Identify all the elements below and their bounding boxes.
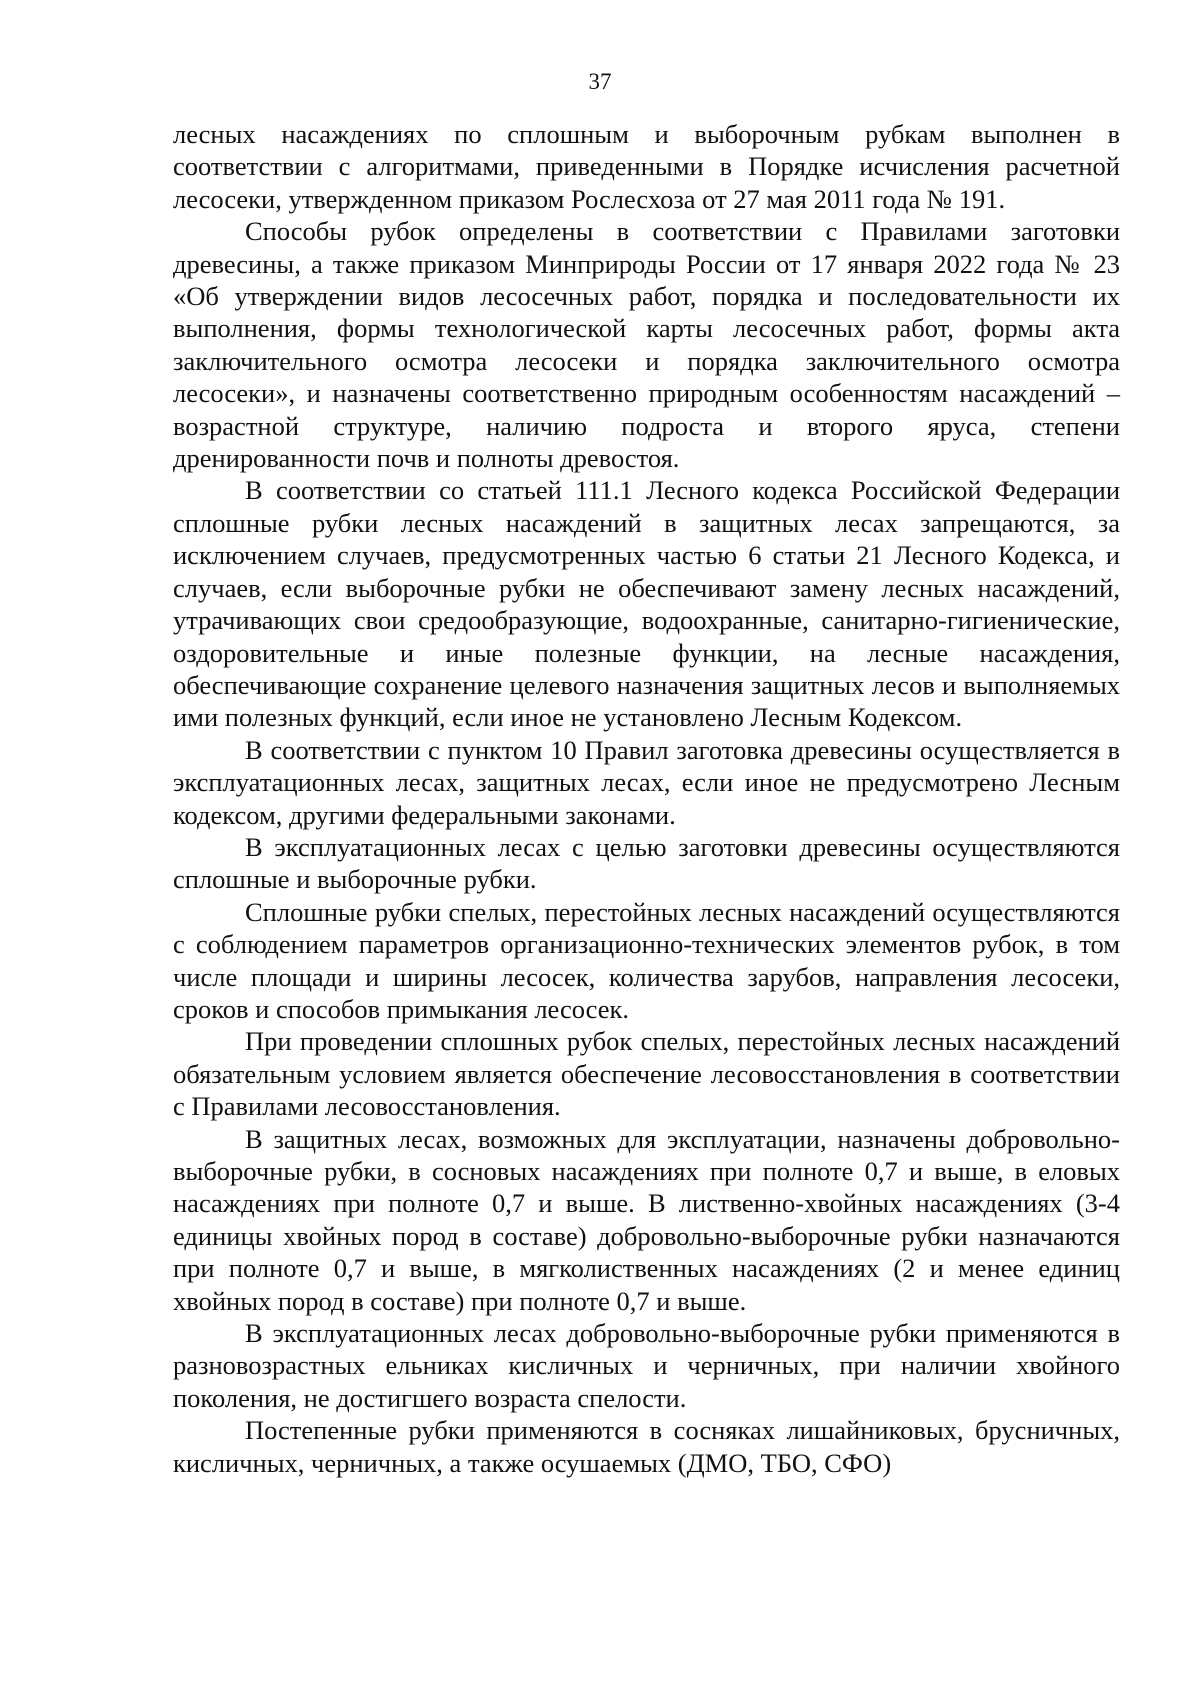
body-text (173, 118, 1120, 1479)
paragraph-clear-cuttings: Сплошные рубки спелых, перестойных лесных насаждений осуществляются с соблюдением параметров организационно-технических элементов рубок, в том числе площади и ширины лесосек, количества зарубов, направления лесосеки, сроков и способов примыкания лесосек. (173, 896, 1120, 1024)
paragraph-reforestation: При проведении сплошных рубок спелых, перестойных лесных насаждений обязательным условием является обеспечение лесовосстановления в соответствии с Правилами лесовосстановления. (173, 1026, 1120, 1122)
paragraph-selective-cuttings: В эксплуатационных лесах добровольно-выборочные рубки применяются в разновозрастных ельниках кисличных и черничных, при наличии хвойного поколения, не достигшего возраста спелости. (173, 1318, 1120, 1413)
paragraph-article-111-1: В соответствии со статьей 111.1 Лесного кодекса Российской Федерации сплошные рубки лесных насаждений в защитных лесах запрещаются, за исключением случаев, предусмотренных частью 6 статьи 21 Лесного Кодекса, и случаев, если выборочные рубки не обеспечивают замену лесных насаждений, утрачивающих свои средообразующие, водоохранные, санитарно-гигиенические, оздоровительные и иные полезные функции, на лесные насаждения, обеспечивающие сохранение целевого назначения защитных лесов и выполняемых ими полезных функций, если иное не установлено Лесным Кодексом. (173, 475, 1120, 733)
paragraph-cutting-methods: Способы рубок определены в соответствии с Правилами заготовки древесины, а также приказом Минприроды России от 17 января 2022 года № 23 «Об утверждении видов лесосечных работ, порядка и последовательности их выполнения, формы технологической карты лесосечных работ, формы акта заключительного осмотра лесосеки и порядка заключительного осмотра лесосеки», и назначены соответственно природным особенностям насаждений – возрастной структуре, наличию подроста и второго яруса, степени дренированности почв и полноты древостоя. (173, 216, 1120, 474)
paragraph-exploitation-forests: В эксплуатационных лесах с целью заготовки древесины осуществляются сплошные и выборочные рубки. (173, 831, 1120, 895)
paragraph-gradual-cuttings: Постепенные рубки применяются в сосняках лишайниковых, брусничных, кисличных, черничных, а также осушаемых (ДМО, ТБО, СФО) (173, 1415, 1120, 1478)
paragraph-protective-forests: В защитных лесах, возможных для эксплуатации, назначены добровольно-выборочные рубки, в сосновых насаждениях при полноте 0,7 и выше, в еловых насаждениях при полноте 0,7 и выше. В лиственно-хвойных насаждениях (3-4 единицы хвойных пород в составе) добровольно-выборочные рубки назначаются при полноте 0,7 и выше, в мягколиственных насаждениях (2 и менее единиц хвойных пород в составе) при полноте 0,7 и выше. (173, 1123, 1120, 1316)
paragraph-continuation: лесных насаждениях по сплошным и выборочным рубкам выполнен в соответствии с алгоритмами, приведенными в Порядке исчисления расчетной лесосеки, утвержденном приказом Рослесхоза от 27 мая 2011 года № 191. (173, 119, 1120, 214)
paragraph-rule-10: В соответствии с пунктом 10 Правил заготовка древесины осуществляется в эксплуатационных лесах, защитных лесах, если иное не предусмотрено Лесным кодексом, другими федеральными законами. (173, 734, 1120, 830)
page-number: 37 (588, 69, 612, 94)
